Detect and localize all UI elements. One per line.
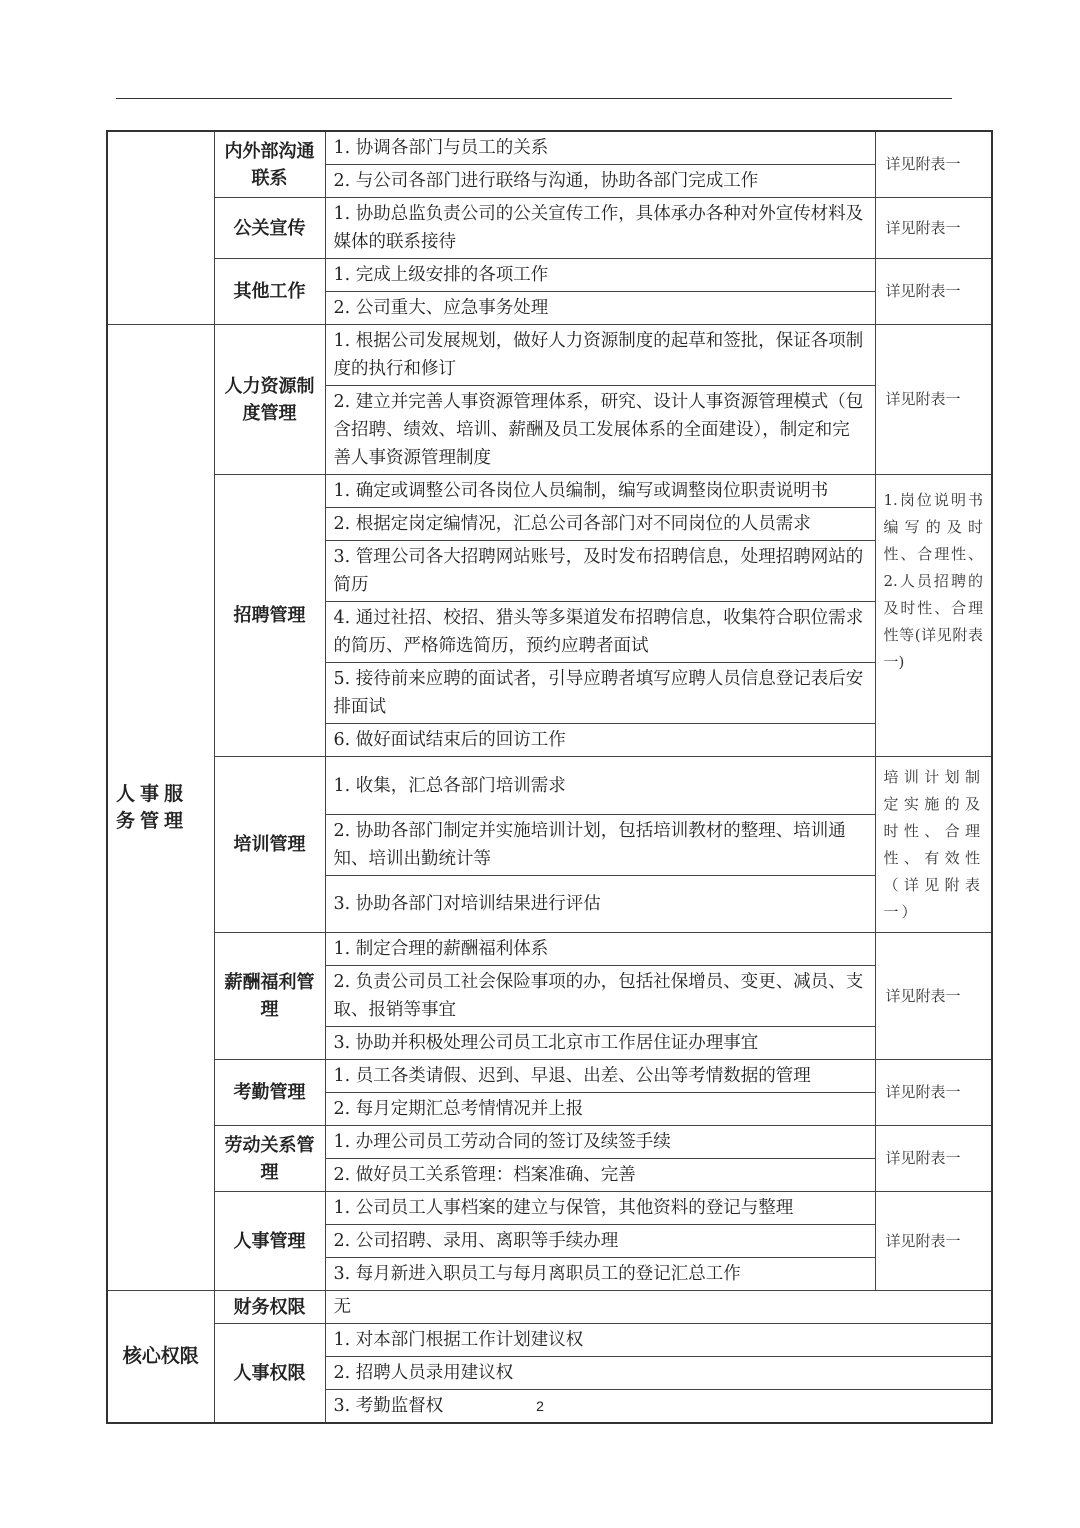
table-row [107,325,992,386]
task-item: 2. 做好员工关系管理：档案准确、完善 [325,1159,875,1192]
task-item: 1. 协调各部门与员工的关系 [325,131,875,165]
category-hr-service: 人事服务管理 [107,325,214,1291]
table-row [107,1192,992,1225]
task-item: 3. 每月新进入职员工与每月离职员工的登记汇总工作 [325,1258,875,1291]
subcategory-personnel: 人事管理 [214,1192,325,1291]
task-item: 3. 协助各部门对培训结果进行评估 [325,876,875,933]
task-item: 2. 与公司各部门进行联络与沟通，协助各部门完成工作 [325,165,875,198]
assessment-note: 详见附表一 [875,325,992,475]
assessment-note: 详见附表一 [875,933,992,1060]
assessment-note: 详见附表一 [875,259,992,325]
authority-item: 2. 招聘人员录用建议权 [325,1357,992,1390]
assessment-note: 详见附表一 [875,1126,992,1192]
assessment-note: 详见附表一 [875,1192,992,1291]
task-item: 1. 协助总监负责公司的公关宣传工作，具体承办各种对外宣传材料及媒体的联系接待 [325,198,875,259]
task-item: 2. 每月定期汇总考情情况并上报 [325,1093,875,1126]
table-row [107,131,992,165]
task-item: 3. 管理公司各大招聘网站账号，及时发布招聘信息，处理招聘网站的简历 [325,541,875,602]
task-item: 1. 收集，汇总各部门培训需求 [325,757,875,815]
subcategory-pr: 公关宣传 [214,198,325,259]
table-row [107,757,992,815]
task-item: 2. 建立并完善人事资源管理体系，研究、设计人事资源管理模式（包含招聘、绩效、培训、薪酬及员工发展体系的全面建设），制定和完善人事资源管理制度 [325,386,875,475]
category-core-authority: 核心权限 [107,1291,214,1424]
subcategory-other: 其他工作 [214,259,325,325]
table-row [107,933,992,966]
table-row [107,1126,992,1159]
task-item: 1. 公司员工人事档案的建立与保管，其他资料的登记与整理 [325,1192,875,1225]
header-rule [116,98,952,99]
category-cell-blank [107,131,214,325]
task-item: 4. 通过社招、校招、猎头等多渠道发布招聘信息，收集符合职位需求的简历、严格筛选简历，预约应聘者面试 [325,602,875,663]
table-row [107,1060,992,1093]
subcategory-hr-system: 人力资源制度管理 [214,325,325,475]
table-row [107,198,992,259]
subcategory-hr-authority: 人事权限 [214,1324,325,1424]
task-item: 1. 根据公司发展规划，做好人力资源制度的起草和签批，保证各项制度的执行和修订 [325,325,875,386]
authority-item: 无 [325,1291,992,1324]
subcategory-salary: 薪酬福利管理 [214,933,325,1060]
task-item: 2. 协助各部门制定并实施培训计划，包括培训教材的整理、培训通知、培训出勤统计等 [325,815,875,876]
subcategory-training: 培训管理 [214,757,325,933]
task-item: 6. 做好面试结束后的回访工作 [325,724,875,757]
table-row [107,475,992,508]
task-item: 5. 接待前来应聘的面试者，引导应聘者填写应聘人员信息登记表后安排面试 [325,663,875,724]
assessment-note: 1.岗位说明书编写的及时性、合理性、2.人员招聘的及时性、合理性等(详见附表一) [875,475,992,757]
authority-item: 3. 考勤监督权 [325,1390,992,1424]
assessment-note: 详见附表一 [875,198,992,259]
subcategory-attendance: 考勤管理 [214,1060,325,1126]
assessment-note: 培训计划制定实施的及时性、合理性、有效性（详见附表一） [875,757,992,933]
page-number: 2 [536,1398,544,1414]
task-item: 2. 负责公司员工社会保险事项的办，包括社保增员、变更、减员、支取、报销等事宜 [325,966,875,1027]
task-item: 2. 公司招聘、录用、离职等手续办理 [325,1225,875,1258]
assessment-note: 详见附表一 [875,131,992,198]
task-item: 3. 协助并积极处理公司员工北京市工作居住证办理事宜 [325,1027,875,1060]
subcategory-labor: 劳动关系管理 [214,1126,325,1192]
authority-item: 1. 对本部门根据工作计划建议权 [325,1324,992,1357]
responsibility-table [106,130,993,1424]
table-row [107,1291,992,1324]
table-row [107,1324,992,1357]
subcategory-recruit: 招聘管理 [214,475,325,757]
task-item: 2. 根据定岗定编情况，汇总公司各部门对不同岗位的人员需求 [325,508,875,541]
task-item: 1. 制定合理的薪酬福利体系 [325,933,875,966]
task-item: 2. 公司重大、应急事务处理 [325,292,875,325]
task-item: 1. 确定或调整公司各岗位人员编制，编写或调整岗位职责说明书 [325,475,875,508]
task-item: 1. 办理公司员工劳动合同的签订及续签手续 [325,1126,875,1159]
subcategory-finance: 财务权限 [214,1291,325,1324]
assessment-note: 详见附表一 [875,1060,992,1126]
task-item: 1. 员工各类请假、迟到、早退、出差、公出等考情数据的管理 [325,1060,875,1093]
subcategory-comms: 内外部沟通联系 [214,131,325,198]
task-item: 1. 完成上级安排的各项工作 [325,259,875,292]
table-row [107,259,992,292]
